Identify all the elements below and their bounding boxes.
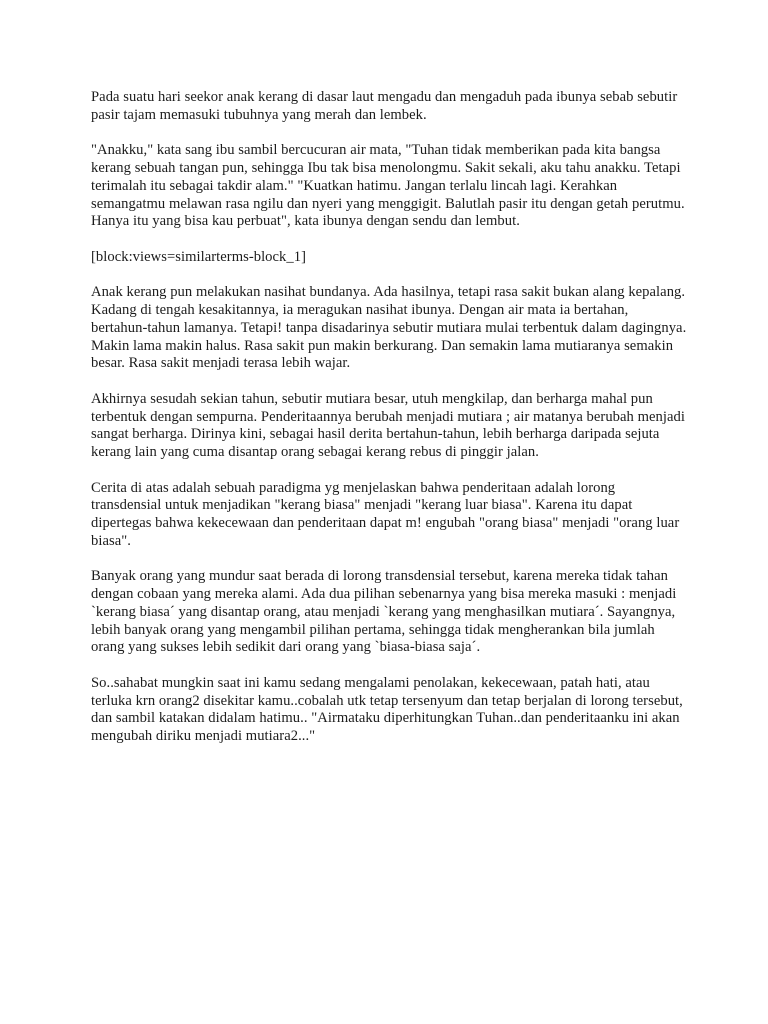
paragraph-7: So..sahabat mungkin saat ini kamu sedang mengalami penolakan, kekecewaan, patah hati, atau terluka krn orang2 disekitar kamu..cobalah utk tetap tersenyum dan tetap berjalan di lorong tersebut, dan sambil katakan didalam hatimu.. "Airmataku diperhitungkan Tuhan..dan penderitaanku ini akan mengubah diriku menjadi mutiara2..." [91, 674, 683, 745]
paragraph-3: Anak kerang pun melakukan nasihat bundanya. Ada hasilnya, tetapi rasa sakit bukan alang kepalang. Kadang di tengah kesakitannya, ia meragukan nasihat ibunya. Dengan air mata ia bertahan, bertahun-tahun lamanya. Tetapi! tanpa disadarinya sebutir mutiara mulai terbentuk dalam dagingnya. Makin lama makin halus. Rasa sakit pun makin berkurang. Dan semakin lama mutiaranya semakin besar. Rasa sakit menjadi terasa lebih wajar. [91, 284, 687, 372]
paragraph-5: Cerita di atas adalah sebuah paradigma yg menjelaskan bahwa penderitaan adalah lorong transdensial untuk menjadikan "kerang biasa" menjadi "kerang luar biasa". Karena itu dapat dipertegas bahwa kekecewaan dan penderitaan dapat m! engubah "orang biasa" menjadi "orang luar biasa". [91, 479, 680, 549]
block-placeholder-text: [block:views=similarterms-block_1] [91, 248, 307, 265]
paragraph-1: Pada suatu hari seekor anak kerang di dasar laut mengadu dan mengaduh pada ibunya sebab sebutir pasir tajam memasuki tubuhnya yang merah dan lembek. [91, 89, 678, 123]
paragraph-4: Akhirnya sesudah sekian tahun, sebutir mutiara besar, utuh mengkilap, dan berharga mahal pun terbentuk dengan sempurna. Penderitaannya berubah menjadi mutiara ; air matanya berubah menjadi sangat berharga. Dirinya kini, sebagai hasil derita bertahun-tahun, lebih berharga daripada sejuta kerang lain yang cuma disantap orang sebagai kerang rebus di pinggir jalan. [91, 390, 685, 461]
document-body [91, 89, 688, 764]
paragraph-2: "Anakku," kata sang ibu sambil bercucuran air mata, "Tuhan tidak memberikan pada kita bangsa kerang sebuah tangan pun, sehingga Ibu tak bisa menolongmu. Sakit sekali, aku tahu anakku. Tetapi terimalah itu sebagai takdir alam." "Kuatkan hatimu. Jangan terlalu lincah lagi. Kerahkan semangatmu melawan rasa ngilu dan nyeri yang menggigit. Balutlah pasir itu dengan getah perutmu. Hanya itu yang bisa kau perbuat", kata ibunya dengan sendu dan lembut. [91, 142, 685, 230]
paragraph-6: Banyak orang yang mundur saat berada di lorong transdensial tersebut, karena mereka tidak tahan dengan cobaan yang mereka alami. Ada dua pilihan sebenarnya yang bisa mereka masuki : menjadi `kerang biasa´ yang disantap orang, atau menjadi `kerang yang menghasilkan mutiara´. Sayangnya, lebih banyak orang yang mengambil pilihan pertama, sehingga tidak mengherankan bila jumlah orang yang sukses lebih sedikit dari orang yang `biasa-biasa saja´. [91, 568, 677, 656]
